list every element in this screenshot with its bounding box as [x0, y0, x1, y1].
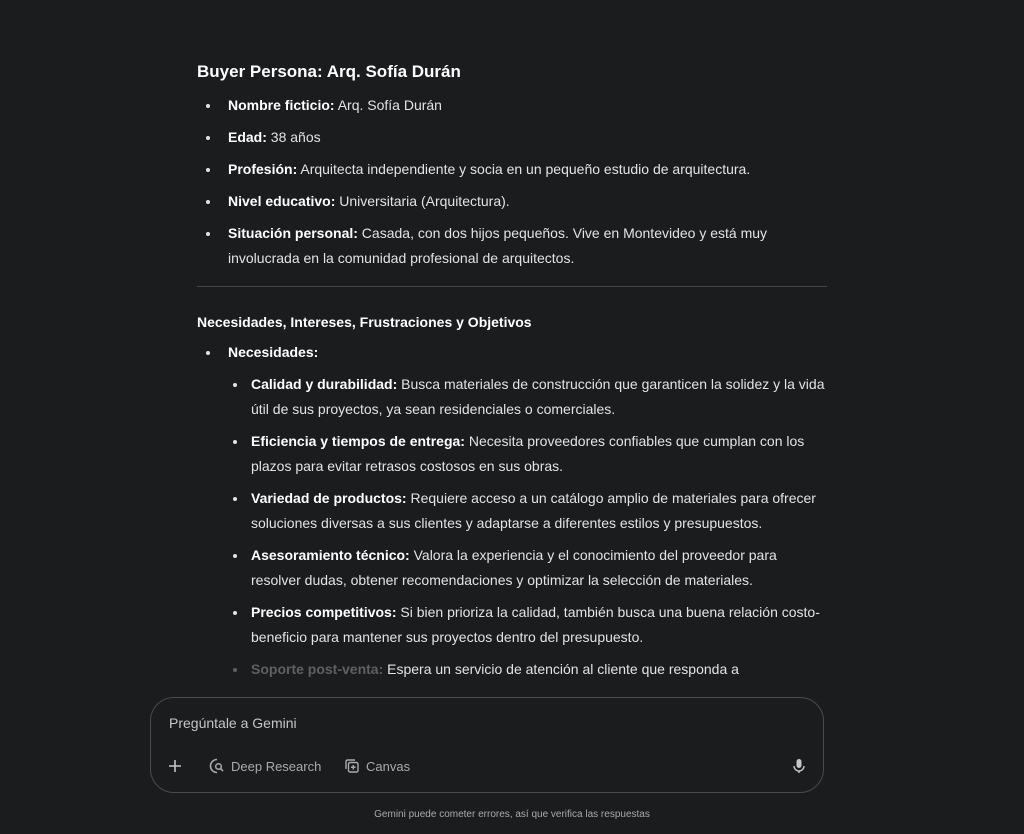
item-label: Eficiencia y tiempos de entrega: — [251, 433, 465, 449]
item-text: Si bien prioriza la calidad, también busca una buena relación costo-beneficio para mantener sus proyectos dentro del presupuesto. — [251, 604, 820, 645]
bullet — [233, 440, 237, 444]
item-label: Nivel educativo: — [228, 193, 336, 209]
item-label: Situación personal: — [228, 225, 358, 241]
bullet — [233, 668, 237, 672]
list-item — [197, 93, 827, 118]
item-text: Arq. Sofía Durán — [334, 97, 442, 113]
prompt-input[interactable]: Pregúntale a Gemini — [169, 715, 297, 731]
bullet — [206, 200, 210, 204]
needs-list — [197, 340, 827, 682]
bullet — [206, 351, 210, 355]
profile-list — [197, 93, 827, 271]
deep-research-icon — [209, 758, 225, 774]
bullet — [206, 136, 210, 140]
item-text: Valora la experiencia y el conocimiento del proveedor para resolver dudas, obtener recomendaciones y optimizar la selección de materiales. — [251, 547, 777, 588]
microphone-button[interactable] — [792, 758, 806, 774]
canvas-icon — [344, 758, 360, 774]
bullet — [233, 611, 237, 615]
list-item — [197, 125, 827, 150]
disclaimer-text: Gemini puede cometer errores, así que verifica las respuestas — [374, 809, 650, 820]
section-divider — [197, 286, 827, 287]
item-label: Variedad de productos: — [251, 490, 407, 506]
plus-icon — [167, 758, 183, 774]
list-item — [224, 600, 827, 650]
bullet — [233, 554, 237, 558]
microphone-icon — [792, 758, 806, 774]
section-title: Necesidades, Intereses, Frustraciones y Objetivos — [197, 314, 532, 330]
item-text: Universitaria (Arquitectura). — [335, 193, 510, 209]
add-button[interactable] — [167, 758, 183, 774]
item-label: Precios competitivos: — [251, 604, 397, 620]
bullet — [206, 168, 210, 172]
bullet — [206, 232, 210, 236]
deep-research-button[interactable] — [209, 758, 321, 774]
item-label: Soporte post-venta: — [251, 661, 384, 677]
list-item — [224, 372, 827, 422]
item-text: Necesita proveedores confiables que cumplan con los plazos para evitar retrasos costosos en sus obras. — [251, 433, 805, 474]
item-label: Profesión: — [228, 161, 298, 177]
canvas-button[interactable] — [344, 758, 410, 774]
list-item — [197, 157, 827, 182]
item-text: Busca materiales de construcción que garanticen la solidez y la vida útil de sus proyectos, ya sean residenciales o comerciales. — [251, 376, 825, 417]
list-item-necesidades — [197, 340, 827, 682]
needs-sublist — [224, 372, 827, 682]
item-text: Casada, con dos hijos pequeños. Vive en Montevideo y está muy involucrada en la comunidad profesional de arquitectos. — [228, 225, 768, 266]
canvas-label: Canvas — [366, 758, 411, 774]
item-label: Calidad y durabilidad: — [251, 376, 398, 392]
bullet — [233, 497, 237, 501]
item-text: 38 años — [266, 129, 321, 145]
bullet — [233, 383, 237, 387]
response-title: Buyer Persona: Arq. Sofía Durán — [197, 62, 461, 81]
item-label: Edad: — [228, 129, 267, 145]
item-text: Espera un servicio de atención al cliente que responda a — [383, 661, 739, 677]
list-item — [197, 189, 827, 214]
item-label: Asesoramiento técnico: — [251, 547, 410, 563]
prompt-input-box[interactable] — [150, 697, 824, 793]
list-item — [197, 221, 827, 271]
list-item — [224, 486, 827, 536]
list-item — [224, 657, 827, 682]
deep-research-label: Deep Research — [231, 758, 322, 774]
item-label: Necesidades: — [228, 344, 319, 360]
list-item — [224, 429, 827, 479]
list-item — [224, 543, 827, 593]
item-text: Requiere acceso a un catálogo amplio de materiales para ofrecer soluciones diversas a sus clientes y adaptarse a diferentes estilos y presupuestos. — [251, 490, 816, 531]
item-text: Arquitecta independiente y socia en un pequeño estudio de arquitectura. — [297, 161, 751, 177]
item-label: Nombre ficticio: — [228, 97, 335, 113]
bullet — [206, 104, 210, 108]
